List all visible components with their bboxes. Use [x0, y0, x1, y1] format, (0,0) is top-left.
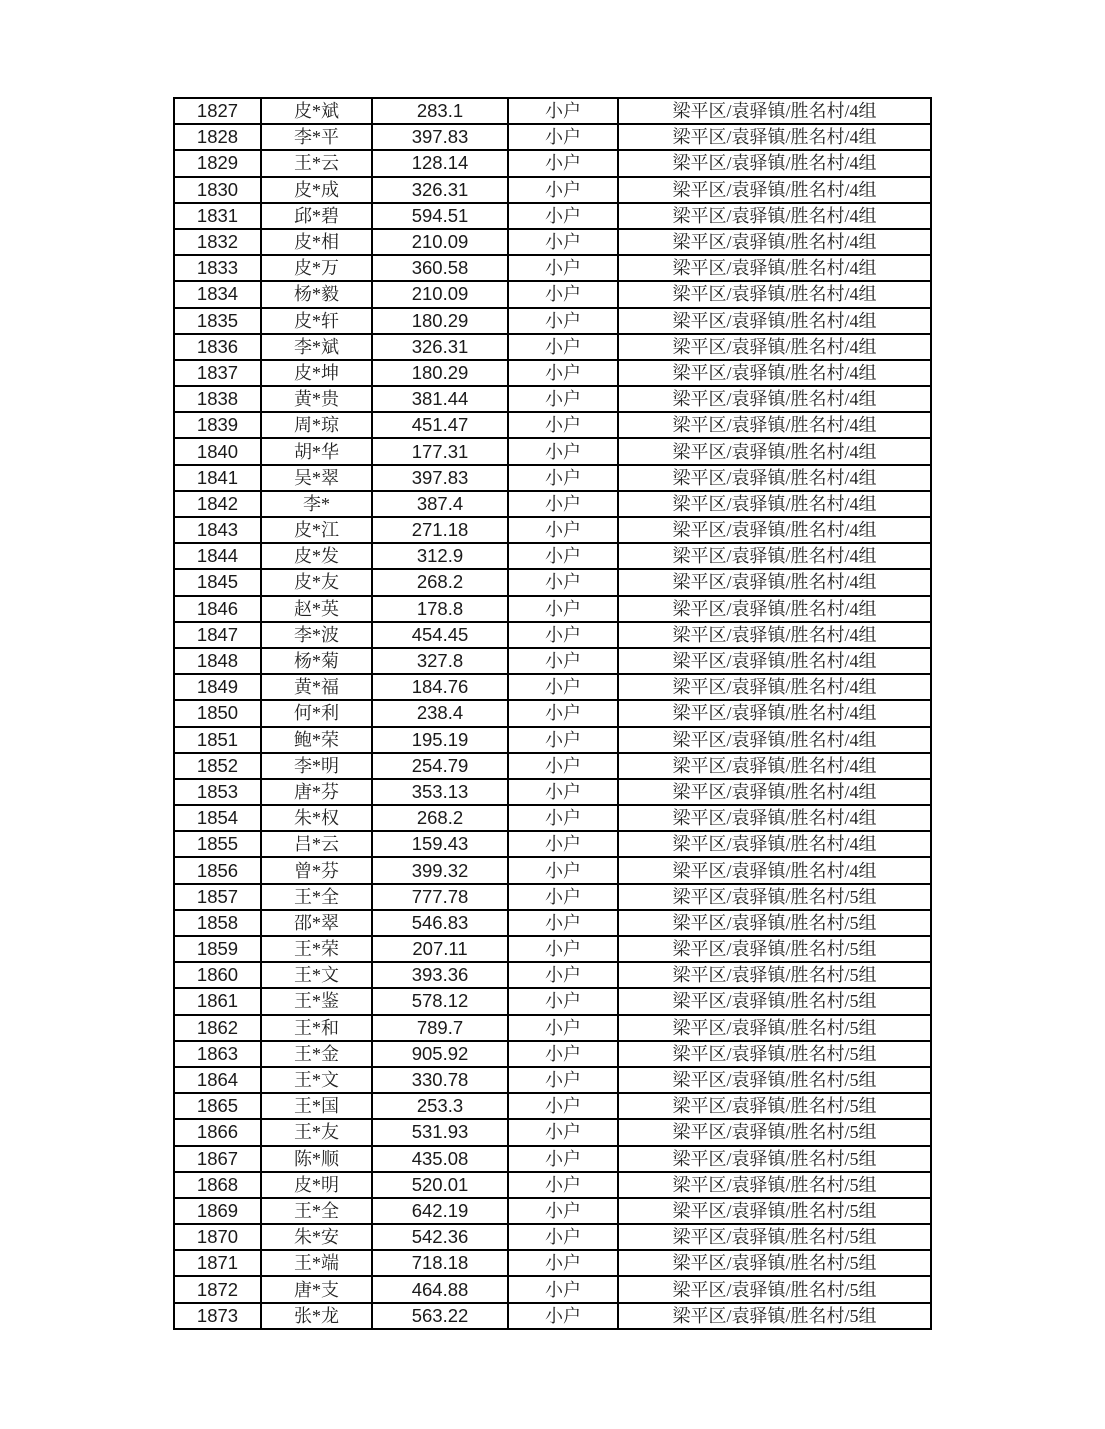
household-type: 小户 — [508, 334, 618, 360]
table-row — [174, 281, 931, 307]
amount-value: 330.78 — [372, 1067, 508, 1093]
masked-name: 王*全 — [261, 884, 372, 910]
masked-name: 王*全 — [261, 1198, 372, 1224]
household-type: 小户 — [508, 281, 618, 307]
row-id: 1856 — [174, 857, 261, 883]
row-id: 1861 — [174, 988, 261, 1014]
table-row — [174, 753, 931, 779]
table-row — [174, 962, 931, 988]
row-id: 1858 — [174, 910, 261, 936]
table-row — [174, 700, 931, 726]
amount-value: 789.7 — [372, 1015, 508, 1041]
table-row — [174, 1093, 931, 1119]
location-path: 梁平区/袁驿镇/胜名村/4组 — [618, 438, 931, 464]
household-type: 小户 — [508, 150, 618, 176]
amount-value: 594.51 — [372, 203, 508, 229]
row-id: 1860 — [174, 962, 261, 988]
row-id: 1869 — [174, 1198, 261, 1224]
location-path: 梁平区/袁驿镇/胜名村/5组 — [618, 962, 931, 988]
amount-value: 159.43 — [372, 831, 508, 857]
amount-value: 542.36 — [372, 1224, 508, 1250]
amount-value: 451.47 — [372, 412, 508, 438]
table-row — [174, 124, 931, 150]
table-row — [174, 543, 931, 569]
location-path: 梁平区/袁驿镇/胜名村/4组 — [618, 700, 931, 726]
household-type: 小户 — [508, 491, 618, 517]
amount-value: 253.3 — [372, 1093, 508, 1119]
amount-value: 531.93 — [372, 1119, 508, 1145]
location-path: 梁平区/袁驿镇/胜名村/4组 — [618, 569, 931, 595]
household-type: 小户 — [508, 1172, 618, 1198]
amount-value: 210.09 — [372, 281, 508, 307]
masked-name: 朱*安 — [261, 1224, 372, 1250]
household-type: 小户 — [508, 700, 618, 726]
table-row — [174, 334, 931, 360]
table-row — [174, 465, 931, 491]
household-type: 小户 — [508, 1015, 618, 1041]
location-path: 梁平区/袁驿镇/胜名村/5组 — [618, 1093, 931, 1119]
amount-value: 271.18 — [372, 517, 508, 543]
table-row — [174, 255, 931, 281]
table-row — [174, 1172, 931, 1198]
table-row — [174, 360, 931, 386]
table-row — [174, 1041, 931, 1067]
table-row — [174, 857, 931, 883]
amount-value: 268.2 — [372, 805, 508, 831]
household-type: 小户 — [508, 543, 618, 569]
household-type: 小户 — [508, 308, 618, 334]
masked-name: 李*明 — [261, 753, 372, 779]
masked-name: 皮*江 — [261, 517, 372, 543]
household-type: 小户 — [508, 753, 618, 779]
location-path: 梁平区/袁驿镇/胜名村/5组 — [618, 910, 931, 936]
household-type: 小户 — [508, 884, 618, 910]
location-path: 梁平区/袁驿镇/胜名村/4组 — [618, 753, 931, 779]
amount-value: 360.58 — [372, 255, 508, 281]
household-type: 小户 — [508, 831, 618, 857]
masked-name: 王*文 — [261, 962, 372, 988]
household-type: 小户 — [508, 412, 618, 438]
location-path: 梁平区/袁驿镇/胜名村/4组 — [618, 334, 931, 360]
row-id: 1868 — [174, 1172, 261, 1198]
row-id: 1849 — [174, 674, 261, 700]
location-path: 梁平区/袁驿镇/胜名村/5组 — [618, 1224, 931, 1250]
household-type: 小户 — [508, 596, 618, 622]
household-type: 小户 — [508, 1067, 618, 1093]
amount-value: 353.13 — [372, 779, 508, 805]
row-id: 1836 — [174, 334, 261, 360]
table-row — [174, 884, 931, 910]
household-type: 小户 — [508, 910, 618, 936]
location-path: 梁平区/袁驿镇/胜名村/5组 — [618, 1041, 931, 1067]
row-id: 1829 — [174, 150, 261, 176]
location-path: 梁平区/袁驿镇/胜名村/5组 — [618, 1015, 931, 1041]
location-path: 梁平区/袁驿镇/胜名村/4组 — [618, 281, 931, 307]
table-row — [174, 1303, 931, 1329]
row-id: 1844 — [174, 543, 261, 569]
location-path: 梁平区/袁驿镇/胜名村/4组 — [618, 465, 931, 491]
household-type: 小户 — [508, 1093, 618, 1119]
table-row — [174, 727, 931, 753]
row-id: 1859 — [174, 936, 261, 962]
masked-name: 皮*万 — [261, 255, 372, 281]
location-path: 梁平区/袁驿镇/胜名村/5组 — [618, 1172, 931, 1198]
masked-name: 胡*华 — [261, 438, 372, 464]
table-row — [174, 988, 931, 1014]
location-path: 梁平区/袁驿镇/胜名村/4组 — [618, 229, 931, 255]
location-path: 梁平区/袁驿镇/胜名村/4组 — [618, 412, 931, 438]
location-path: 梁平区/袁驿镇/胜名村/4组 — [618, 255, 931, 281]
location-path: 梁平区/袁驿镇/胜名村/4组 — [618, 124, 931, 150]
row-id: 1843 — [174, 517, 261, 543]
masked-name: 吴*翠 — [261, 465, 372, 491]
location-path: 梁平区/袁驿镇/胜名村/4组 — [618, 177, 931, 203]
row-id: 1847 — [174, 622, 261, 648]
amount-value: 387.4 — [372, 491, 508, 517]
masked-name: 张*龙 — [261, 1303, 372, 1329]
table-row — [174, 779, 931, 805]
row-id: 1854 — [174, 805, 261, 831]
masked-name: 王*文 — [261, 1067, 372, 1093]
table-row — [174, 831, 931, 857]
amount-value: 381.44 — [372, 386, 508, 412]
location-path: 梁平区/袁驿镇/胜名村/5组 — [618, 1119, 931, 1145]
masked-name: 皮*发 — [261, 543, 372, 569]
masked-name: 李*斌 — [261, 334, 372, 360]
table-row — [174, 412, 931, 438]
amount-value: 177.31 — [372, 438, 508, 464]
masked-name: 曾*芬 — [261, 857, 372, 883]
masked-name: 王*鉴 — [261, 988, 372, 1014]
row-id: 1827 — [174, 98, 261, 124]
row-id: 1852 — [174, 753, 261, 779]
household-type: 小户 — [508, 1146, 618, 1172]
household-type: 小户 — [508, 438, 618, 464]
amount-value: 435.08 — [372, 1146, 508, 1172]
household-type: 小户 — [508, 727, 618, 753]
row-id: 1865 — [174, 1093, 261, 1119]
amount-value: 546.83 — [372, 910, 508, 936]
household-type: 小户 — [508, 648, 618, 674]
records-table-body — [174, 98, 931, 1329]
amount-value: 128.14 — [372, 150, 508, 176]
masked-name: 皮*明 — [261, 1172, 372, 1198]
table-row — [174, 308, 931, 334]
amount-value: 195.19 — [372, 727, 508, 753]
row-id: 1863 — [174, 1041, 261, 1067]
masked-name: 皮*斌 — [261, 98, 372, 124]
row-id: 1864 — [174, 1067, 261, 1093]
table-row — [174, 177, 931, 203]
records-table — [173, 97, 932, 1330]
amount-value: 563.22 — [372, 1303, 508, 1329]
masked-name: 鲍*荣 — [261, 727, 372, 753]
row-id: 1870 — [174, 1224, 261, 1250]
household-type: 小户 — [508, 1224, 618, 1250]
row-id: 1857 — [174, 884, 261, 910]
table-row — [174, 1224, 931, 1250]
masked-name: 皮*相 — [261, 229, 372, 255]
row-id: 1850 — [174, 700, 261, 726]
location-path: 梁平区/袁驿镇/胜名村/4组 — [618, 831, 931, 857]
amount-value: 642.19 — [372, 1198, 508, 1224]
masked-name: 皮*轩 — [261, 308, 372, 334]
amount-value: 180.29 — [372, 308, 508, 334]
table-row — [174, 229, 931, 255]
household-type: 小户 — [508, 988, 618, 1014]
masked-name: 李*平 — [261, 124, 372, 150]
location-path: 梁平区/袁驿镇/胜名村/4组 — [618, 308, 931, 334]
household-type: 小户 — [508, 177, 618, 203]
table-row — [174, 517, 931, 543]
household-type: 小户 — [508, 674, 618, 700]
table-row — [174, 386, 931, 412]
location-path: 梁平区/袁驿镇/胜名村/5组 — [618, 1303, 931, 1329]
masked-name: 李* — [261, 491, 372, 517]
table-row — [174, 150, 931, 176]
location-path: 梁平区/袁驿镇/胜名村/4组 — [618, 543, 931, 569]
table-row — [174, 1119, 931, 1145]
amount-value: 464.88 — [372, 1276, 508, 1302]
row-id: 1867 — [174, 1146, 261, 1172]
masked-name: 黄*福 — [261, 674, 372, 700]
row-id: 1837 — [174, 360, 261, 386]
household-type: 小户 — [508, 622, 618, 648]
masked-name: 黄*贵 — [261, 386, 372, 412]
household-type: 小户 — [508, 1303, 618, 1329]
household-type: 小户 — [508, 229, 618, 255]
amount-value: 399.32 — [372, 857, 508, 883]
amount-value: 210.09 — [372, 229, 508, 255]
table-row — [174, 1276, 931, 1302]
row-id: 1873 — [174, 1303, 261, 1329]
table-row — [174, 1146, 931, 1172]
amount-value: 327.8 — [372, 648, 508, 674]
household-type: 小户 — [508, 569, 618, 595]
row-id: 1832 — [174, 229, 261, 255]
household-type: 小户 — [508, 517, 618, 543]
location-path: 梁平区/袁驿镇/胜名村/4组 — [618, 648, 931, 674]
location-path: 梁平区/袁驿镇/胜名村/4组 — [618, 857, 931, 883]
masked-name: 王*荣 — [261, 936, 372, 962]
masked-name: 杨*毅 — [261, 281, 372, 307]
location-path: 梁平区/袁驿镇/胜名村/4组 — [618, 203, 931, 229]
household-type: 小户 — [508, 1276, 618, 1302]
amount-value: 326.31 — [372, 334, 508, 360]
masked-name: 王*友 — [261, 1119, 372, 1145]
row-id: 1853 — [174, 779, 261, 805]
row-id: 1831 — [174, 203, 261, 229]
masked-name: 王*国 — [261, 1093, 372, 1119]
masked-name: 王*端 — [261, 1250, 372, 1276]
location-path: 梁平区/袁驿镇/胜名村/4组 — [618, 98, 931, 124]
row-id: 1835 — [174, 308, 261, 334]
household-type: 小户 — [508, 1041, 618, 1067]
household-type: 小户 — [508, 1250, 618, 1276]
table-row — [174, 1198, 931, 1224]
masked-name: 皮*友 — [261, 569, 372, 595]
location-path: 梁平区/袁驿镇/胜名村/5组 — [618, 1146, 931, 1172]
amount-value: 207.11 — [372, 936, 508, 962]
household-type: 小户 — [508, 255, 618, 281]
location-path: 梁平区/袁驿镇/胜名村/5组 — [618, 1067, 931, 1093]
table-row — [174, 203, 931, 229]
table-row — [174, 936, 931, 962]
row-id: 1866 — [174, 1119, 261, 1145]
masked-name: 朱*权 — [261, 805, 372, 831]
masked-name: 皮*坤 — [261, 360, 372, 386]
location-path: 梁平区/袁驿镇/胜名村/4组 — [618, 779, 931, 805]
row-id: 1828 — [174, 124, 261, 150]
amount-value: 180.29 — [372, 360, 508, 386]
amount-value: 178.8 — [372, 596, 508, 622]
location-path: 梁平区/袁驿镇/胜名村/4组 — [618, 596, 931, 622]
amount-value: 268.2 — [372, 569, 508, 595]
masked-name: 李*波 — [261, 622, 372, 648]
amount-value: 777.78 — [372, 884, 508, 910]
row-id: 1838 — [174, 386, 261, 412]
masked-name: 唐*芬 — [261, 779, 372, 805]
table-row — [174, 805, 931, 831]
amount-value: 520.01 — [372, 1172, 508, 1198]
row-id: 1842 — [174, 491, 261, 517]
amount-value: 312.9 — [372, 543, 508, 569]
location-path: 梁平区/袁驿镇/胜名村/5组 — [618, 1276, 931, 1302]
location-path: 梁平区/袁驿镇/胜名村/4组 — [618, 727, 931, 753]
row-id: 1833 — [174, 255, 261, 281]
amount-value: 397.83 — [372, 124, 508, 150]
table-row — [174, 438, 931, 464]
location-path: 梁平区/袁驿镇/胜名村/5组 — [618, 988, 931, 1014]
amount-value: 393.36 — [372, 962, 508, 988]
table-row — [174, 1015, 931, 1041]
household-type: 小户 — [508, 857, 618, 883]
masked-name: 邵*翠 — [261, 910, 372, 936]
household-type: 小户 — [508, 1119, 618, 1145]
household-type: 小户 — [508, 1198, 618, 1224]
amount-value: 397.83 — [372, 465, 508, 491]
amount-value: 238.4 — [372, 700, 508, 726]
masked-name: 陈*顺 — [261, 1146, 372, 1172]
table-row — [174, 1067, 931, 1093]
location-path: 梁平区/袁驿镇/胜名村/4组 — [618, 622, 931, 648]
row-id: 1851 — [174, 727, 261, 753]
location-path: 梁平区/袁驿镇/胜名村/5组 — [618, 1198, 931, 1224]
amount-value: 254.79 — [372, 753, 508, 779]
amount-value: 184.76 — [372, 674, 508, 700]
location-path: 梁平区/袁驿镇/胜名村/4组 — [618, 517, 931, 543]
amount-value: 326.31 — [372, 177, 508, 203]
table-row — [174, 491, 931, 517]
table-row — [174, 622, 931, 648]
household-type: 小户 — [508, 936, 618, 962]
household-type: 小户 — [508, 124, 618, 150]
row-id: 1840 — [174, 438, 261, 464]
table-row — [174, 98, 931, 124]
masked-name: 王*和 — [261, 1015, 372, 1041]
masked-name: 吕*云 — [261, 831, 372, 857]
masked-name: 周*琼 — [261, 412, 372, 438]
row-id: 1872 — [174, 1276, 261, 1302]
table-row — [174, 1250, 931, 1276]
table-row — [174, 648, 931, 674]
amount-value: 283.1 — [372, 98, 508, 124]
household-type: 小户 — [508, 805, 618, 831]
household-type: 小户 — [508, 962, 618, 988]
masked-name: 杨*菊 — [261, 648, 372, 674]
location-path: 梁平区/袁驿镇/胜名村/4组 — [618, 491, 931, 517]
table-row — [174, 596, 931, 622]
row-id: 1862 — [174, 1015, 261, 1041]
masked-name: 唐*支 — [261, 1276, 372, 1302]
location-path: 梁平区/袁驿镇/胜名村/4组 — [618, 674, 931, 700]
table-row — [174, 674, 931, 700]
row-id: 1848 — [174, 648, 261, 674]
row-id: 1871 — [174, 1250, 261, 1276]
masked-name: 赵*英 — [261, 596, 372, 622]
row-id: 1841 — [174, 465, 261, 491]
amount-value: 578.12 — [372, 988, 508, 1014]
masked-name: 皮*成 — [261, 177, 372, 203]
household-type: 小户 — [508, 98, 618, 124]
amount-value: 905.92 — [372, 1041, 508, 1067]
location-path: 梁平区/袁驿镇/胜名村/5组 — [618, 936, 931, 962]
masked-name: 何*利 — [261, 700, 372, 726]
table-row — [174, 569, 931, 595]
location-path: 梁平区/袁驿镇/胜名村/5组 — [618, 884, 931, 910]
row-id: 1846 — [174, 596, 261, 622]
location-path: 梁平区/袁驿镇/胜名村/4组 — [618, 386, 931, 412]
location-path: 梁平区/袁驿镇/胜名村/4组 — [618, 805, 931, 831]
amount-value: 454.45 — [372, 622, 508, 648]
amount-value: 718.18 — [372, 1250, 508, 1276]
row-id: 1834 — [174, 281, 261, 307]
row-id: 1855 — [174, 831, 261, 857]
masked-name: 王*金 — [261, 1041, 372, 1067]
masked-name: 王*云 — [261, 150, 372, 176]
location-path: 梁平区/袁驿镇/胜名村/4组 — [618, 150, 931, 176]
row-id: 1845 — [174, 569, 261, 595]
row-id: 1830 — [174, 177, 261, 203]
table-row — [174, 910, 931, 936]
location-path: 梁平区/袁驿镇/胜名村/4组 — [618, 360, 931, 386]
household-type: 小户 — [508, 465, 618, 491]
location-path: 梁平区/袁驿镇/胜名村/5组 — [618, 1250, 931, 1276]
row-id: 1839 — [174, 412, 261, 438]
household-type: 小户 — [508, 386, 618, 412]
household-type: 小户 — [508, 203, 618, 229]
masked-name: 邱*碧 — [261, 203, 372, 229]
household-type: 小户 — [508, 360, 618, 386]
household-type: 小户 — [508, 779, 618, 805]
